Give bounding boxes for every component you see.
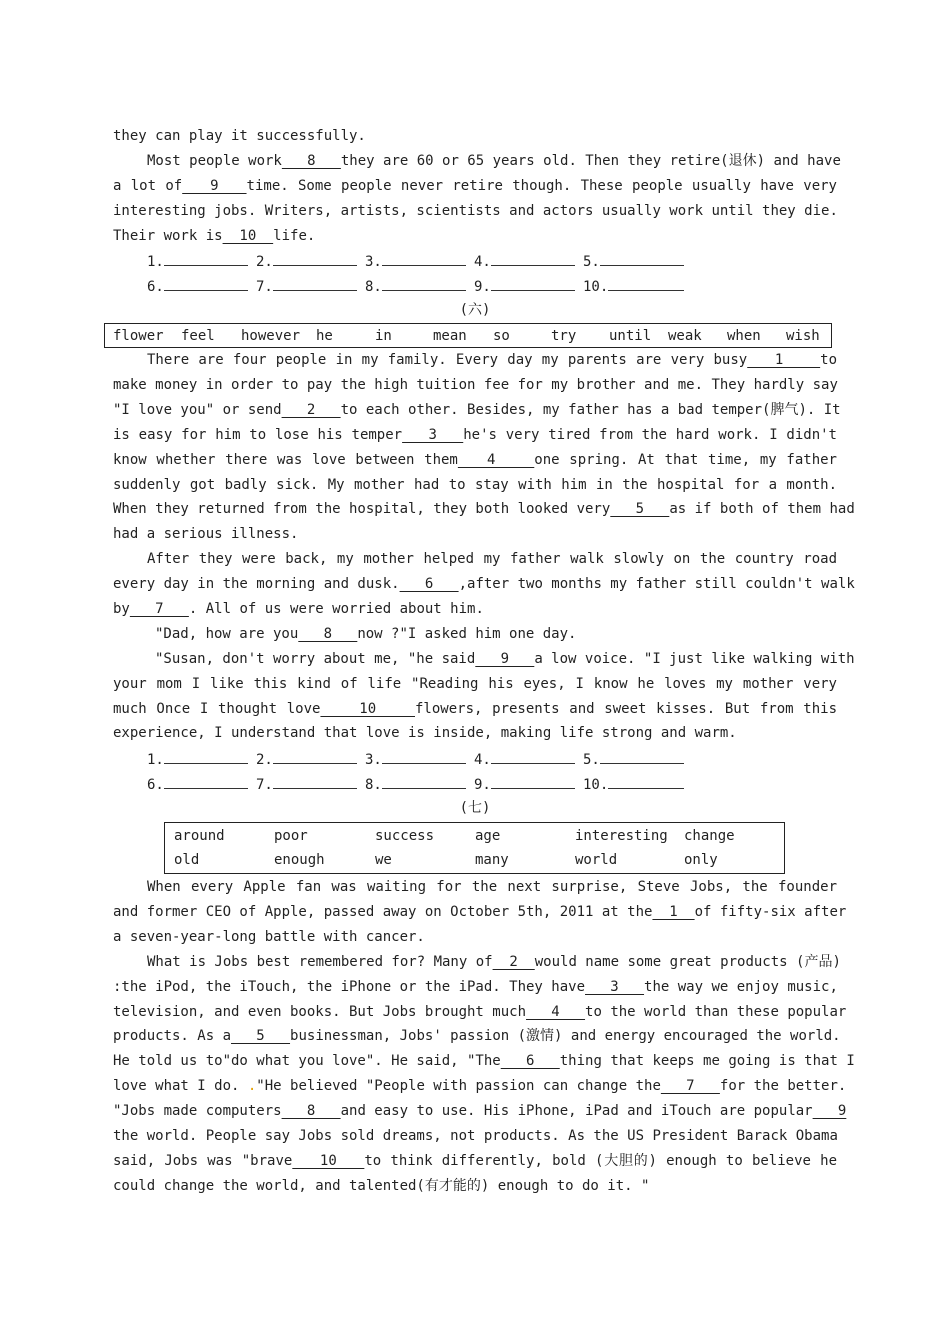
- paragraph-line: [113, 622, 837, 647]
- answer-slot[interactable]: [147, 248, 256, 273]
- paragraph-line: [113, 1049, 855, 1074]
- paragraph-line: [113, 448, 837, 473]
- text: could change the world, and talented(有才能的) enough to do it. ": [113, 1177, 650, 1194]
- paragraph-line: [113, 373, 837, 398]
- blank-8[interactable]: 8: [281, 152, 341, 169]
- text: the world. People say Jobs sold dreams, not products. As the US President Barack Obama: [113, 1127, 838, 1144]
- paragraph-line: [113, 572, 855, 597]
- paragraph-line: [113, 950, 841, 975]
- answer-number: 8.: [365, 777, 382, 794]
- text: every day in the morning and dusk.: [113, 576, 400, 593]
- text: interesting jobs. Writers, artists, scientists and actors usually work until they die.: [113, 202, 838, 219]
- text: "He believed "People with passion can change the: [256, 1078, 661, 1095]
- word-bank-item: around: [174, 828, 225, 845]
- paragraph-line: [113, 398, 841, 423]
- answer-number: 5.: [583, 752, 600, 769]
- text: for the better.: [719, 1078, 847, 1095]
- answer-number: 6.: [147, 777, 164, 794]
- word-bank-item: many: [475, 852, 509, 869]
- paragraph-line: [113, 174, 837, 199]
- text: When they returned from the hospital, they both looked very: [113, 501, 611, 518]
- paragraph-line: [113, 1000, 847, 1025]
- answer-slot[interactable]: [147, 771, 256, 796]
- blank-6[interactable]: 6: [500, 1053, 560, 1070]
- answer-row: [113, 771, 837, 796]
- text: would name some great products (产品): [534, 953, 841, 970]
- text: said, Jobs was "brave: [113, 1152, 293, 1169]
- paragraph-line: [113, 348, 837, 373]
- word-bank-item: he: [316, 328, 333, 345]
- text: He told us to"do what you love". He said, "The: [113, 1053, 501, 1070]
- text: thing that keeps me going is that I: [559, 1053, 855, 1070]
- word-bank-item: interesting: [575, 828, 668, 845]
- answer-number: 7.: [256, 777, 273, 794]
- paragraph-line: [113, 1149, 837, 1174]
- answer-number: 8.: [365, 279, 382, 296]
- text: experience, I understand that love is inside, making life strong and warm.: [113, 725, 737, 742]
- word-bank-item: we: [375, 852, 392, 869]
- word-bank-item: when: [727, 328, 761, 345]
- word-bank-item: mean: [433, 328, 467, 345]
- word-bank-item: only: [684, 852, 718, 869]
- answer-slot[interactable]: [365, 746, 474, 771]
- text: by: [113, 601, 130, 618]
- answer-number: 9.: [474, 279, 491, 296]
- text: "I love you" or send: [113, 401, 282, 418]
- text: . All of us were worried about him.: [188, 601, 484, 618]
- text: know whether there was love between them: [113, 451, 458, 468]
- text: is easy for him to lose his temper: [113, 426, 403, 443]
- paragraph-line: [113, 875, 837, 900]
- word-bank-item: poor: [274, 828, 308, 845]
- answer-number: 4.: [474, 752, 491, 769]
- text: to: [820, 352, 837, 369]
- paragraph-line: [113, 1174, 837, 1199]
- answer-number: 7.: [256, 279, 273, 296]
- word-bank-item: feel: [181, 328, 215, 345]
- text: ,after two months my father still couldn't walk: [458, 576, 855, 593]
- answer-number: 3.: [365, 752, 382, 769]
- answer-slot[interactable]: [474, 248, 583, 273]
- section-title: (六): [459, 302, 491, 319]
- text: "Dad, how are you: [155, 625, 299, 642]
- text: Their work is: [113, 227, 223, 244]
- paragraph-line: [113, 900, 847, 925]
- blank-8[interactable]: 8: [298, 625, 358, 642]
- text: "Susan, don't worry about me, "he said: [155, 650, 476, 667]
- answer-slot[interactable]: [256, 273, 365, 298]
- blank-10[interactable]: 10: [320, 700, 415, 717]
- blank-1[interactable]: 1: [652, 903, 695, 920]
- paragraph-line: [113, 149, 841, 174]
- answer-number: 5.: [583, 254, 600, 271]
- word-bank-item: change: [684, 828, 735, 845]
- blank-7[interactable]: 7: [660, 1078, 720, 1095]
- word-bank-item: until: [609, 328, 652, 345]
- answer-slot[interactable]: [583, 273, 692, 298]
- text: and former CEO of Apple, passed away on October 5th, 2011 at the: [113, 903, 653, 920]
- blank-1[interactable]: 1: [747, 352, 821, 369]
- answer-number: 9.: [474, 777, 491, 794]
- paragraph-line: [113, 975, 837, 1000]
- text: the way we enjoy music,: [644, 978, 838, 995]
- text: one spring. At that time, my father: [534, 451, 837, 468]
- answer-slot[interactable]: [583, 746, 692, 771]
- text: now ?"I asked him one day.: [357, 625, 577, 642]
- answer-row: [113, 746, 837, 771]
- paragraph-line: [113, 423, 837, 448]
- text: After they were back, my mother helped my father walk slowly on the country road: [147, 551, 837, 568]
- text: of fifty-six after: [694, 903, 847, 920]
- word-bank-item: world: [575, 852, 618, 869]
- paragraph-line: [113, 1074, 847, 1099]
- blank-10[interactable]: 10: [292, 1152, 365, 1169]
- text: to the world than these popular: [585, 1003, 847, 1020]
- paragraph-line: [113, 647, 855, 672]
- text: to think differently, bold (大胆的) enough to believe he: [364, 1152, 838, 1169]
- highlight-dot: .: [247, 1078, 257, 1095]
- word-bank-item: however: [241, 328, 301, 345]
- word-bank-item: old: [174, 852, 200, 869]
- text: When every Apple fan was waiting for the next surprise, Steve Jobs, the founder: [147, 879, 837, 896]
- answer-number: 4.: [474, 254, 491, 271]
- answer-number: 1.: [147, 254, 164, 271]
- text: to each other. Besides, my father has a bad temper(脾气). It: [340, 401, 841, 418]
- blank-2[interactable]: 2: [492, 953, 535, 970]
- text: television, and even books. But Jobs brought much: [113, 1003, 527, 1020]
- text: life.: [273, 227, 316, 244]
- text: a low voice. "I just like walking with: [534, 650, 855, 667]
- answer-slot[interactable]: [147, 273, 256, 298]
- paragraph-line: [113, 1124, 837, 1149]
- text: suddenly got badly sick. My mother had to stay with him in the hospital for a month.: [113, 476, 837, 493]
- text: There are four people in my family. Every day my parents are very busy: [147, 352, 748, 369]
- text: love what I do.: [113, 1078, 248, 1095]
- word-bank-item: try: [551, 328, 577, 345]
- answer-slot[interactable]: [583, 771, 692, 796]
- paragraph-line: [113, 522, 837, 547]
- answer-number: 10.: [583, 279, 609, 296]
- blank-10[interactable]: 10: [222, 227, 274, 244]
- paragraph-line: [113, 224, 837, 249]
- word-bank-item: in: [375, 328, 392, 345]
- answer-slot[interactable]: [365, 273, 474, 298]
- text: as if both of them had: [669, 501, 855, 518]
- text: Most people work: [147, 152, 282, 169]
- answer-row: [113, 273, 837, 298]
- blank-9[interactable]: 9: [812, 1103, 847, 1120]
- answer-slot[interactable]: [365, 771, 474, 796]
- answer-number: 3.: [365, 254, 382, 271]
- paragraph-line: [113, 697, 837, 722]
- paragraph-line: [113, 672, 837, 697]
- word-bank-item: wish: [786, 328, 820, 345]
- text: he's very tired from the hard work. I didn't: [463, 426, 837, 443]
- worksheet-page: [113, 124, 855, 1199]
- blank-8[interactable]: 8: [281, 1103, 341, 1120]
- text: your mom I like this kind of life "Reading his eyes, I know he loves my mother very: [113, 675, 837, 692]
- text: :the iPod, the iTouch, the iPhone or the iPad. They have: [113, 978, 586, 995]
- paragraph-line: [113, 199, 837, 224]
- blank-9[interactable]: 9: [182, 177, 247, 194]
- answer-slot[interactable]: [474, 746, 583, 771]
- text: flowers, presents and sweet kisses. But from this: [415, 700, 837, 717]
- blank-7[interactable]: 7: [129, 601, 189, 618]
- paragraph-line: [113, 497, 855, 522]
- text: products. As a: [113, 1028, 232, 1045]
- blank-2[interactable]: 2: [281, 401, 341, 418]
- paragraph-line: [113, 1024, 841, 1049]
- paragraph-line: [113, 597, 837, 622]
- blank-5[interactable]: 5: [231, 1028, 291, 1045]
- blank-5[interactable]: 5: [610, 501, 670, 518]
- blank-3[interactable]: 3: [585, 978, 645, 995]
- text: had a serious illness.: [113, 526, 299, 543]
- text: and easy to use. His iPhone, iPad and iTouch are popular: [340, 1103, 813, 1120]
- text: much Once I thought love: [113, 700, 321, 717]
- word-bank-item: age: [475, 828, 501, 845]
- word-bank-item: enough: [274, 852, 325, 869]
- answer-slot[interactable]: [256, 248, 365, 273]
- section-title: (七): [459, 800, 491, 817]
- blank-3[interactable]: 3: [402, 426, 464, 443]
- answer-number: 1.: [147, 752, 164, 769]
- text: a lot of: [113, 177, 183, 194]
- paragraph-line: [113, 721, 837, 746]
- answer-slot[interactable]: [365, 248, 474, 273]
- text: time. Some people never retire though. These people usually have very: [246, 177, 837, 194]
- blank-4[interactable]: 4: [457, 451, 535, 468]
- word-bank-item: success: [375, 828, 435, 845]
- answer-slot[interactable]: [474, 273, 583, 298]
- blank-9[interactable]: 9: [475, 650, 535, 667]
- text: they are 60 or 65 years old. Then they retire(退休) and have: [340, 152, 841, 169]
- text: make money in order to pay the high tuition fee for my brother and me. They hardly say: [113, 377, 838, 394]
- paragraph-line: [113, 473, 837, 498]
- paragraph-line: [113, 547, 837, 572]
- word-bank: [164, 822, 785, 874]
- text: "Jobs made computers: [113, 1103, 282, 1120]
- answer-number: 2.: [256, 752, 273, 769]
- paragraph-line: [113, 925, 837, 950]
- paragraph-line: [113, 124, 837, 149]
- blank-4[interactable]: 4: [526, 1003, 586, 1020]
- text: What is Jobs best remembered for? Many of: [147, 953, 493, 970]
- answer-number: 10.: [583, 777, 609, 794]
- answer-number: 6.: [147, 279, 164, 296]
- answer-slot[interactable]: [256, 746, 365, 771]
- answer-slot[interactable]: [474, 771, 583, 796]
- word-bank-item: weak: [668, 328, 702, 345]
- answer-slot[interactable]: [583, 248, 692, 273]
- answer-slot[interactable]: [256, 771, 365, 796]
- text: a seven-year-long battle with cancer.: [113, 928, 425, 945]
- word-bank: [104, 323, 832, 348]
- text: businessman, Jobs' passion (激情) and energy encouraged the world.: [290, 1028, 841, 1045]
- text: they can play it successfully.: [113, 128, 366, 144]
- blank-6[interactable]: 6: [399, 576, 459, 593]
- answer-number: 2.: [256, 254, 273, 271]
- answer-slot[interactable]: [147, 746, 256, 771]
- word-bank-item: so: [493, 328, 510, 345]
- paragraph-line: [113, 1099, 847, 1124]
- answer-row: [113, 248, 837, 273]
- word-bank-item: flower: [113, 328, 164, 345]
